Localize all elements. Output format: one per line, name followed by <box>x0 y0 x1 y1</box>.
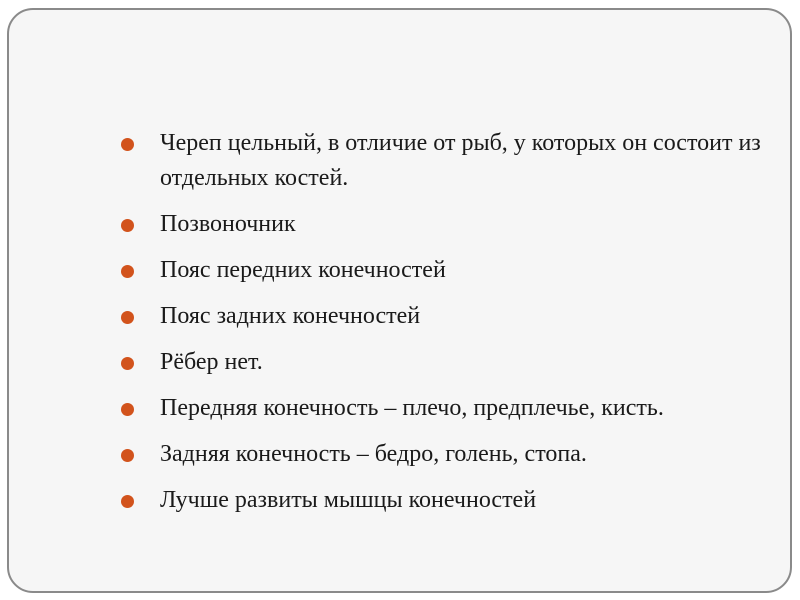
bullet-list <box>121 126 761 529</box>
bullet-item <box>121 299 761 334</box>
bullet-item <box>121 437 761 472</box>
bullet-text: Пояс задних конечностей <box>160 303 421 329</box>
bullet-dot-icon <box>121 357 134 370</box>
bullet-dot-icon <box>121 311 134 324</box>
bullet-dot-icon <box>121 219 134 232</box>
slide-panel <box>7 8 792 593</box>
bullet-item <box>121 391 761 426</box>
bullet-text: Пояс передних конечностей <box>160 257 446 283</box>
bullet-text: Передняя конечность – плечо, предплечье, кисть. <box>160 395 664 421</box>
bullet-item <box>121 253 761 288</box>
bullet-text: Позвоночник <box>160 211 296 237</box>
bullet-item <box>121 345 761 380</box>
bullet-dot-icon <box>121 449 134 462</box>
bullet-dot-icon <box>121 265 134 278</box>
bullet-item <box>121 126 761 196</box>
bullet-text: Задняя конечность – бедро, голень, стопа. <box>160 441 587 467</box>
bullet-text: Рёбер нет. <box>160 349 263 375</box>
bullet-text: Череп цельный, в отличие от рыб, у которых он состоит из отдельных костей. <box>160 130 761 191</box>
bullet-dot-icon <box>121 495 134 508</box>
bullet-dot-icon <box>121 138 134 151</box>
bullet-item <box>121 207 761 242</box>
bullet-item <box>121 483 761 518</box>
bullet-text: Лучше развиты мышцы конечностей <box>160 487 537 513</box>
bullet-dot-icon <box>121 403 134 416</box>
